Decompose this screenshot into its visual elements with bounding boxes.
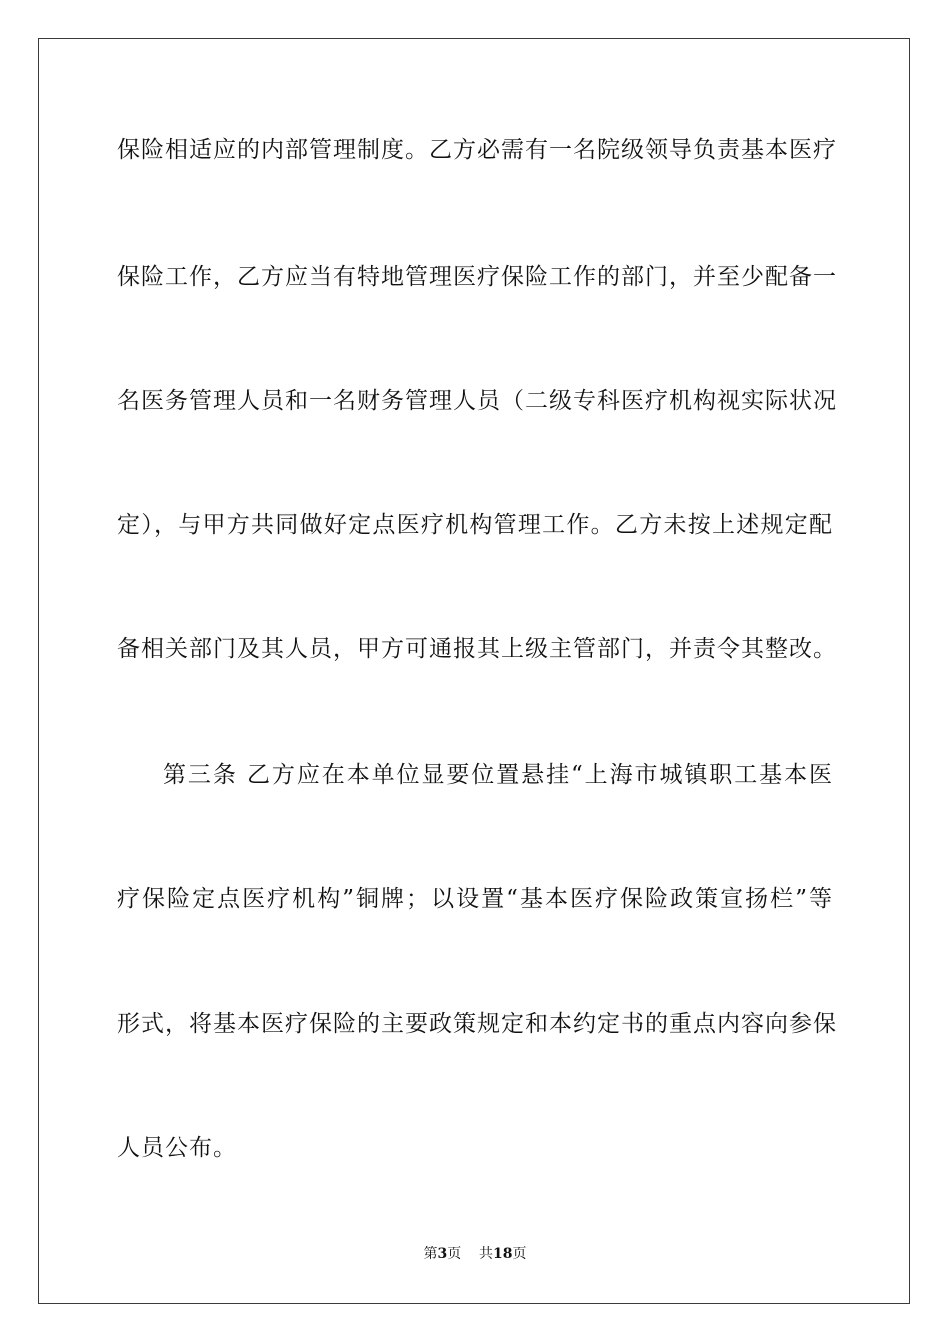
total-unit: 页 [512, 1246, 527, 1262]
article-3-line-2: 疗保险定点医疗机构”铜牌；以设置“基本医疗保险政策宣扬栏”等 [117, 886, 833, 912]
body-line-1: 保险相适应的内部管理制度。乙方必需有一名院级领导负责基本医疗 [117, 137, 837, 163]
article-3-line-1: 第三条 乙方应在本单位显要位置悬挂“上海市城镇职工基本医 [163, 762, 833, 788]
page-total: 18 [493, 1246, 513, 1262]
body-line-5: 备相关部门及其人员，甲方可通报其上级主管部门，并责令其整改。 [117, 636, 837, 662]
article-3-line-3: 形式，将基本医疗保险的主要政策规定和本约定书的重点内容向参保 [117, 1011, 837, 1037]
body-line-3: 名医务管理人员和一名财务管理人员（二级专科医疗机构视实际状况 [117, 388, 837, 414]
page-frame [38, 38, 910, 1304]
body-line-2: 保险工作，乙方应当有特地管理医疗保险工作的部门，并至少配备一 [117, 264, 837, 290]
total-prefix: 共 [479, 1246, 494, 1262]
body-line-4: 定），与甲方共同做好定点医疗机构管理工作。乙方未按上述规定配 [117, 512, 833, 538]
page-current: 3 [437, 1246, 448, 1262]
page-footer [0, 1245, 950, 1263]
page-unit: 页 [447, 1246, 462, 1262]
article-3-line-4: 人员公布。 [117, 1135, 237, 1161]
page-prefix: 第 [423, 1246, 438, 1262]
